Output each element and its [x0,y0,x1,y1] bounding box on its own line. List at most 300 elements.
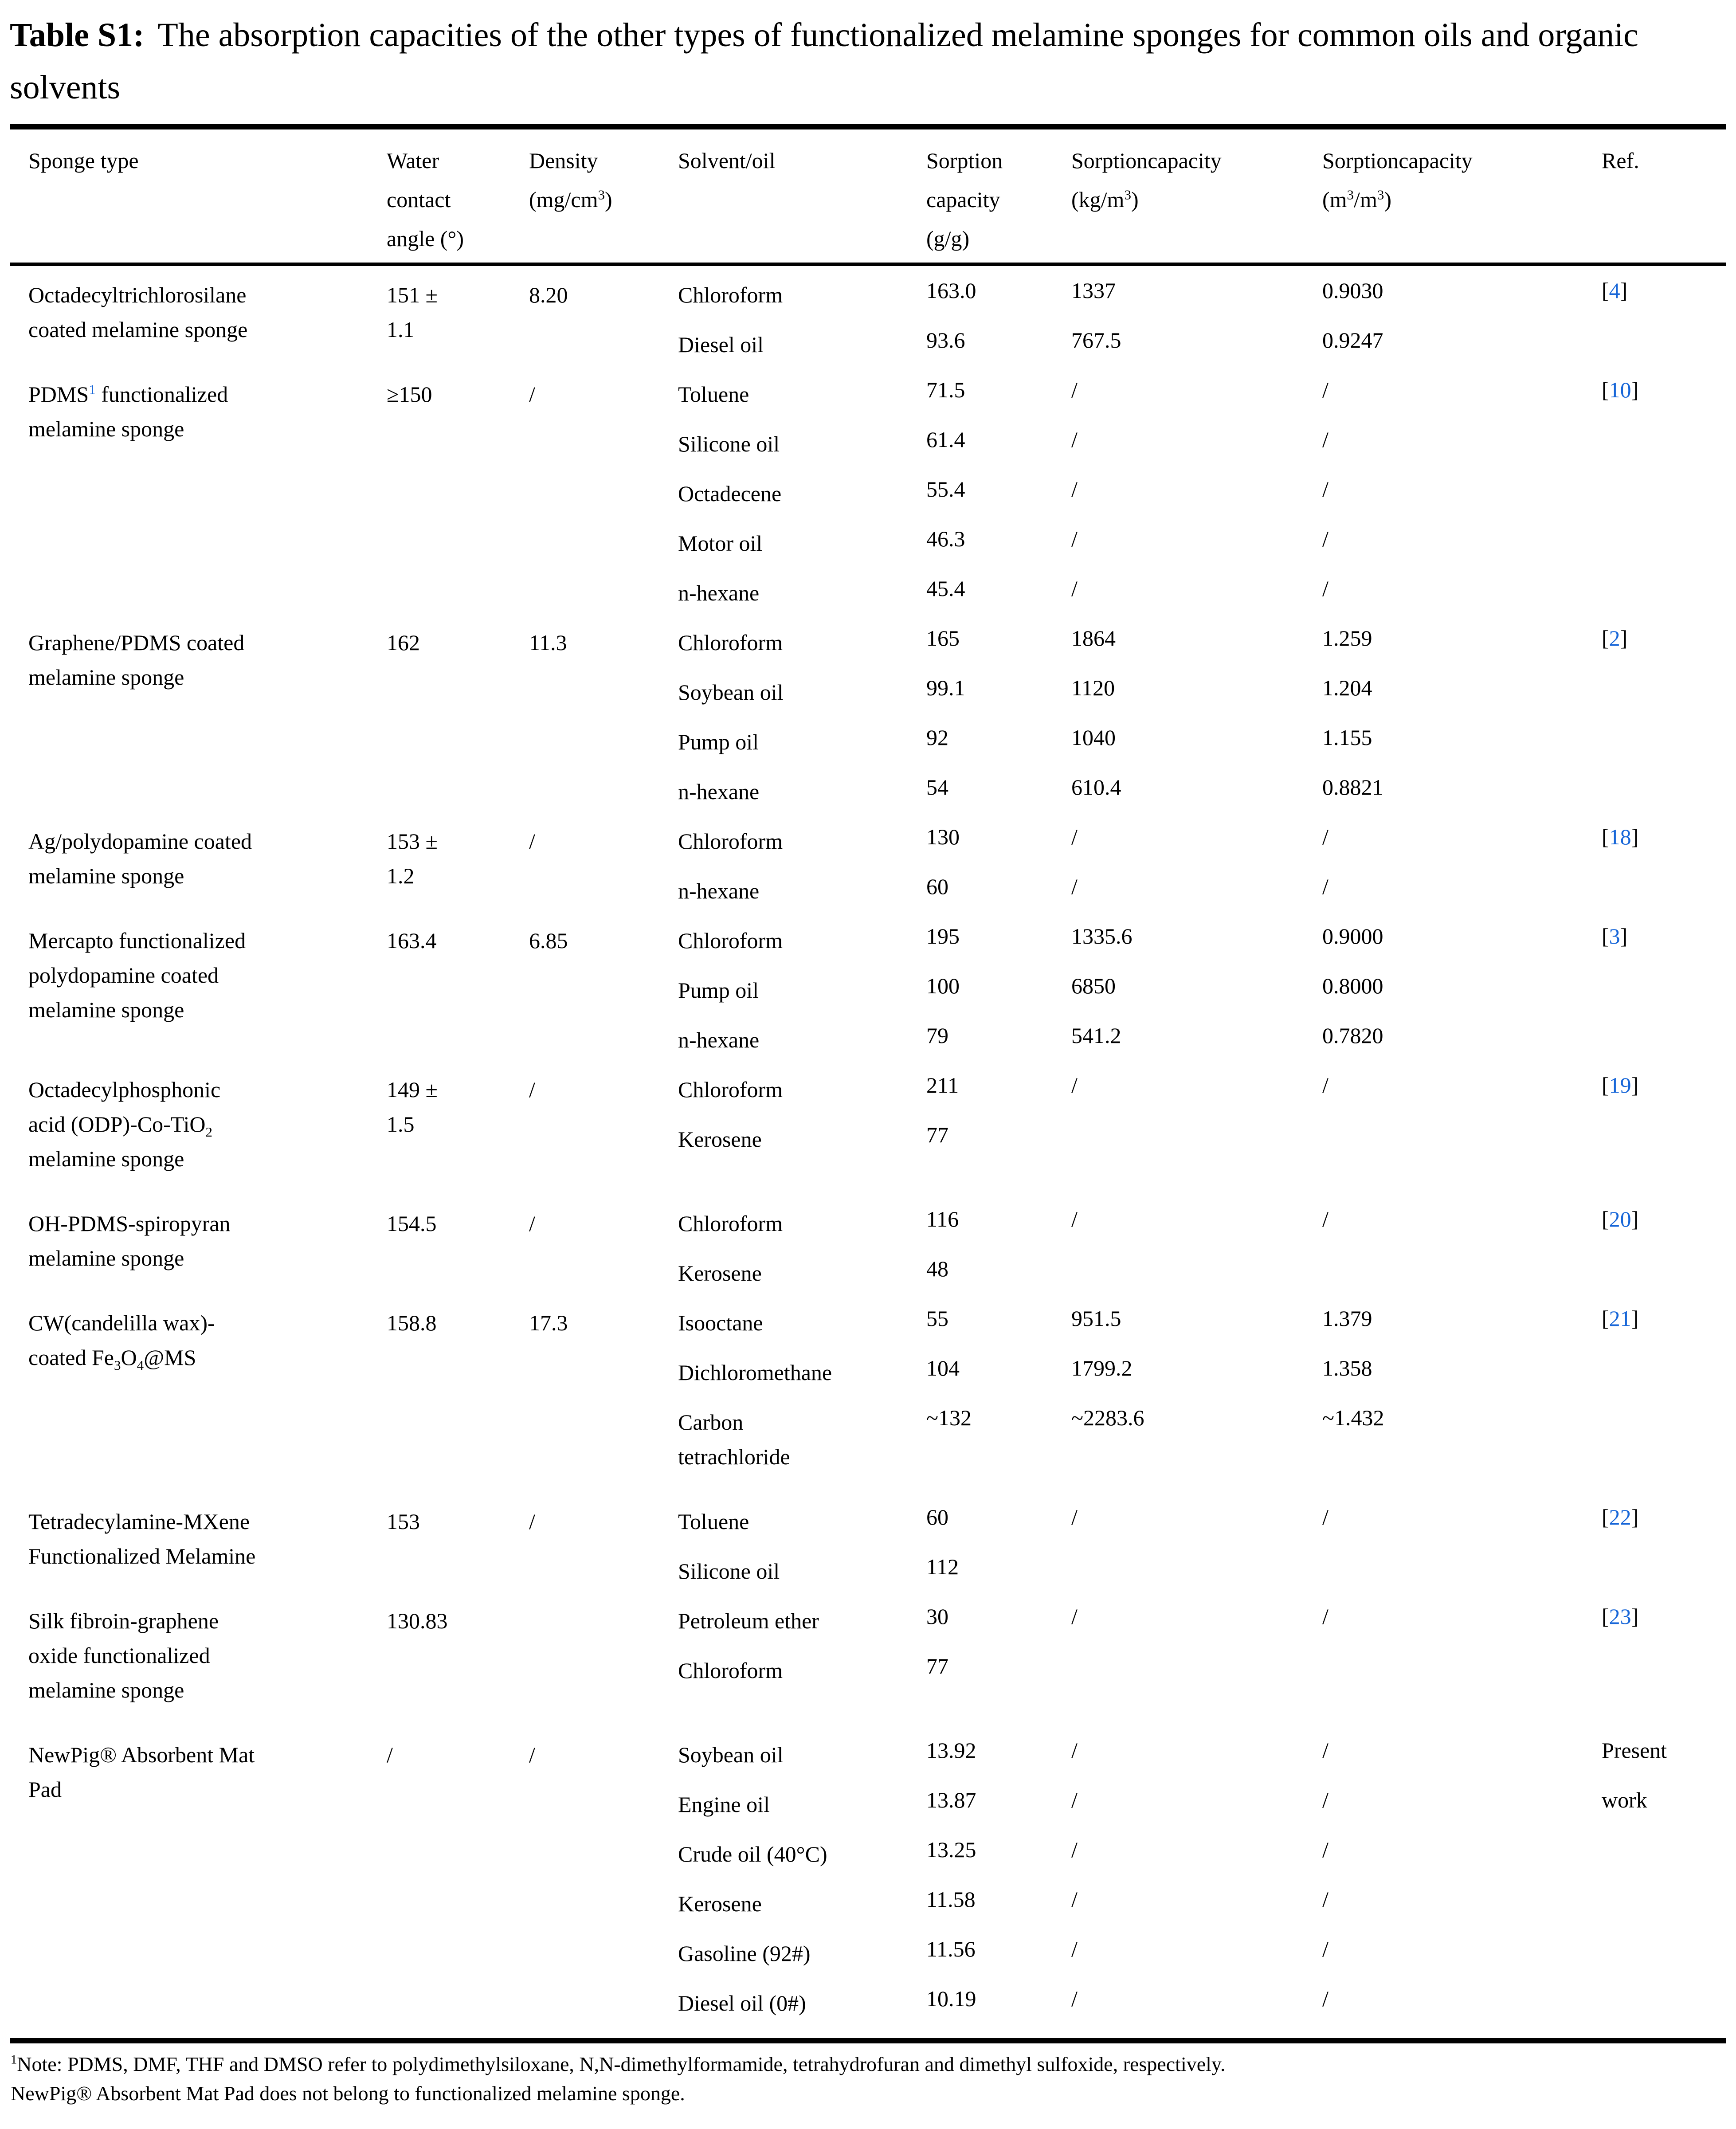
solvent-name: Diesel oil [678,332,764,357]
sorption-gg-value-slot [926,327,1071,377]
sorption-kgm3-value: 1120 [1071,675,1115,700]
reference [1602,1737,1726,1787]
sorption-gg-value-slot [926,973,1071,1023]
water-contact-angle-value: 153 ± [387,829,438,854]
reference-bracket-open: [ [1602,1073,1609,1098]
reference-bracket-close: ] [1631,377,1639,402]
sponge-type-line: oxide functionalized [28,1643,210,1668]
solvent-cell [678,377,926,625]
solvent-entry [678,675,926,725]
sorption-m3m3-value: / [1322,377,1328,402]
water-contact-angle-cell [387,1504,529,1604]
reference-text: Present [1602,1738,1667,1763]
sorption-m3m3-value: 1.259 [1322,626,1372,651]
density-value: / [529,1077,535,1102]
solvent-name: n-hexane [678,580,760,605]
sorption-kgm3-value: / [1071,1738,1078,1763]
sorption-gg-value: 165 [926,626,960,651]
sorption-kgm3-value: / [1071,874,1078,899]
solvent-cell [678,1604,926,1737]
sorption-gg-value: 104 [926,1356,960,1380]
water-contact-angle-value: 162 [387,630,420,655]
sponge-type-line: coated melamine sponge [28,317,248,342]
sorption-m3m3-value-slot [1322,874,1602,923]
reference-number[interactable]: 18 [1609,824,1631,849]
sorption-m3m3-value: / [1322,1837,1328,1862]
table-row [28,1737,1726,2035]
column-header-line: Sorptioncapacity [1071,148,1222,173]
solvent-cell [678,1737,926,2035]
sorption-kgm3-value-slot [1071,1405,1322,1504]
sorption-kgm3-value: 1335.6 [1071,924,1133,949]
sorption-kgm3-value: 1040 [1071,725,1116,750]
sponge-type-line: Silk fibroin-graphene [28,1608,219,1633]
sorption-kgm3-value: / [1071,1887,1078,1912]
sorption-gg-value-slot [926,526,1071,576]
reference-bracket-open: [ [1602,1604,1609,1629]
sorption-gg-value-slot [926,576,1071,625]
sorption-kgm3-value-slot [1071,1604,1322,1653]
sorption-kgm3-value-slot [1071,725,1322,774]
reference-number[interactable]: 3 [1609,924,1620,949]
solvent-entry [678,1206,926,1256]
reference-bracket-close: ] [1631,1306,1639,1331]
density-cell [529,1604,678,1737]
solvent-entry [678,1653,926,1703]
reference-bracket-open: [ [1602,924,1609,949]
reference-text: work [1602,1788,1647,1812]
solvent-name: Soybean oil [678,1742,784,1767]
sponge-type-cell [28,278,387,377]
sorption-kgm3-value: / [1071,1788,1078,1812]
sorption-m3m3-value: / [1322,1207,1328,1231]
reference-cell [1602,1306,1726,1504]
sorption-gg-value: 112 [926,1554,959,1579]
solvent-cell [678,923,926,1072]
sorption-kgm3-value-slot [1071,427,1322,476]
reference [1602,824,1726,874]
table-row [28,1306,1726,1504]
sorption-gg-value-slot [926,278,1071,327]
sorption-kgm3-value: / [1071,377,1078,402]
reference-bracket-open: [ [1602,1207,1609,1231]
sorption-kgm3-value-slot [1071,327,1322,377]
reference-number[interactable]: 20 [1609,1207,1631,1231]
sorption-m3m3-value-slot [1322,1787,1602,1837]
sponge-type-line: OH-PDMS-spiropyran [28,1211,231,1236]
sorption-kgm3-value: / [1071,824,1078,849]
solvent-name: Chloroform [678,630,783,655]
sorption-gg-value: 130 [926,824,960,849]
sorption-gg-cell [926,377,1071,625]
water-contact-angle-value: 151 ± [387,282,438,307]
sorption-gg-value-slot [926,1306,1071,1355]
reference [1602,1072,1726,1122]
sorption-m3m3-value-slot [1322,725,1602,774]
sorption-m3m3-value-slot [1322,973,1602,1023]
density-cell [529,278,678,377]
sorption-gg-value: 54 [926,775,948,800]
sorption-gg-value-slot [926,725,1071,774]
solvent-cell [678,625,926,824]
solvent-entry [678,1986,926,2035]
solvent-entry [678,1504,926,1554]
sorption-gg-value-slot [926,1122,1071,1172]
sorption-gg-value: ~132 [926,1405,972,1430]
sorption-kgm3-value-slot [1071,1504,1322,1554]
sponge-type-line: melamine sponge [28,1146,184,1171]
sorption-m3m3-value-slot [1322,1653,1602,1703]
water-contact-angle-cell [387,377,529,625]
sorption-m3m3-value: / [1322,1073,1328,1098]
sorption-m3m3-value: / [1322,824,1328,849]
sorption-kgm3-value-slot [1071,377,1322,427]
reference-number[interactable]: 21 [1609,1306,1631,1331]
sorption-gg-value-slot [926,1355,1071,1405]
sorption-gg-value: 60 [926,1505,948,1529]
density-value: / [529,382,535,407]
density-value: 6.85 [529,928,568,953]
column-header-line: $(kg/m^3)$ [1071,187,1139,212]
sponge-type-line: melamine sponge [28,665,184,690]
solvent-entry [678,377,926,427]
column-header-line: contact [387,187,451,212]
sponge-type-line: melamine sponge [28,416,184,441]
sorption-kgm3-value-slot [1071,874,1322,923]
column-header-line: Water [387,148,439,173]
reference [1602,278,1726,327]
sorption-m3m3-value-slot [1322,278,1602,327]
reference-bracket-open: [ [1602,377,1609,402]
solvent-name: Dichloromethane [678,1360,832,1385]
density-cell [529,1737,678,2035]
sorption-m3m3-value: 0.8821 [1322,775,1383,800]
sorption-gg-value: 195 [926,924,960,949]
column-header-line: $(m^3/m^3)$ [1322,187,1391,212]
sorption-kgm3-value-slot [1071,1554,1322,1604]
sorption-kgm3-value-slot [1071,675,1322,725]
reference [1602,1206,1726,1256]
sorption-kgm3-value: / [1071,1604,1078,1629]
sorption-m3m3-value-slot [1322,1554,1602,1604]
sorption-kgm3-value: 951.5 [1071,1306,1121,1331]
sorption-m3m3-value-slot [1322,824,1602,874]
column-header-line: Sorptioncapacity [1322,148,1473,173]
sorption-kgm3-value: ~2283.6 [1071,1405,1144,1430]
sorption-m3m3-value: 1.155 [1322,725,1372,750]
density-cell [529,625,678,824]
sorption-kgm3-value-slot [1071,923,1322,973]
reference-bracket-close: ] [1631,1207,1639,1231]
sorption-kgm3-value-slot [1071,1355,1322,1405]
sponge-type-line: NewPig® Absorbent Mat [28,1742,255,1767]
table-top-rule [10,124,1726,129]
column-header-line: capacity [926,187,1000,212]
reference [1602,1604,1726,1653]
column-header-line: angle (°) [387,226,464,251]
sorption-kgm3-value: / [1071,1505,1078,1529]
water-contact-angle-cell [387,1072,529,1206]
solvent-name: Chloroform [678,1211,783,1236]
sorption-m3m3-cell [1322,625,1602,824]
solvent-entry [678,476,926,526]
solvent-name: Kerosene [678,1891,762,1916]
sponge-type-line: Mercapto functionalized [28,928,246,953]
sorption-kgm3-cell [1071,1604,1322,1737]
solvent-entry [678,1554,926,1604]
sorption-m3m3-value: / [1322,477,1328,502]
sorption-m3m3-cell [1322,1504,1602,1604]
solvent-name: Silicone oil [678,431,780,456]
solvent-entry [678,327,926,377]
sorption-m3m3-value: 1.204 [1322,675,1372,700]
reference [1602,377,1726,427]
water-contact-angle-cell [387,278,529,377]
table-row [28,923,1726,1072]
table-row [28,278,1726,377]
sorption-m3m3-value-slot [1322,1886,1602,1936]
solvent-cell [678,1306,926,1504]
solvent-cell [678,1504,926,1604]
reference-cell [1602,824,1726,923]
solvent-entry [678,874,926,923]
sponge-type-line: Tetradecylamine-MXene [28,1509,250,1534]
solvent-name: Chloroform [678,1077,783,1102]
density-cell [529,1072,678,1206]
density-cell [529,1306,678,1504]
sponge-type-line: CW(candelilla wax)- [28,1310,215,1335]
reference-number[interactable]: 2 [1609,626,1620,651]
sorption-kgm3-cell [1071,923,1322,1072]
sorption-m3m3-value-slot [1322,1355,1602,1405]
reference [1602,1306,1726,1355]
sorption-gg-cell [926,1737,1071,2035]
sorption-gg-value: 60 [926,874,948,899]
sorption-m3m3-cell [1322,824,1602,923]
sorption-gg-value: 71.5 [926,377,965,402]
solvent-name: n-hexane [678,1027,760,1052]
table-row [28,625,1726,824]
reference-cell [1602,278,1726,377]
sorption-m3m3-value-slot [1322,1023,1602,1072]
sorption-gg-value: 10.19 [926,1986,976,2011]
sorption-m3m3-value-slot [1322,576,1602,625]
solvent-name: Kerosene [678,1127,762,1152]
water-contact-angle-value: 153 [387,1509,420,1534]
sorption-gg-value: 100 [926,973,960,998]
sorption-m3m3-value: / [1322,1505,1328,1529]
sorption-gg-value: 77 [926,1654,948,1678]
sorption-m3m3-cell [1322,1737,1602,2035]
solvent-name: n-hexane [678,878,760,903]
footnote-line: NewPig® Absorbent Mat Pad does not belong to functionalized melamine sponge. [11,2082,685,2105]
table-caption [10,9,1726,114]
sorption-kgm3-value: 1864 [1071,626,1116,651]
sorption-kgm3-value: 767.5 [1071,328,1121,353]
sorption-m3m3-value: / [1322,576,1328,601]
reference-number[interactable]: 4 [1609,278,1620,303]
water-contact-angle-value: 154.5 [387,1211,437,1236]
sponge-type-line: Pad [28,1777,62,1802]
sorption-gg-value-slot [926,675,1071,725]
solvent-name: tetrachloride [678,1444,790,1469]
solvent-entry [678,973,926,1023]
table-header-rule [10,263,1726,266]
water-contact-angle-cell [387,923,529,1072]
solvent-name: Kerosene [678,1261,762,1286]
sorption-m3m3-cell [1322,1306,1602,1504]
sorption-m3m3-value: / [1322,874,1328,899]
reference-bracket-open: [ [1602,1306,1609,1331]
sponge-type-line: melamine sponge [28,863,184,888]
table-row [28,1072,1726,1206]
solvent-entry [678,1737,926,1787]
sorption-gg-value-slot [926,1837,1071,1886]
sponge-type-cell [28,377,387,625]
sorption-kgm3-value-slot [1071,1986,1322,2035]
density-value: / [529,1211,535,1236]
water-contact-angle-value: 130.83 [387,1608,448,1633]
sorption-kgm3-value: / [1071,1937,1078,1961]
reference-bracket-open: [ [1602,824,1609,849]
sorption-m3m3-value-slot [1322,1072,1602,1122]
sorption-m3m3-value: / [1322,526,1328,551]
column-header-water [387,141,529,258]
water-contact-angle-cell [387,1206,529,1306]
column-header-sorption_kgm3 [1071,141,1322,258]
sorption-m3m3-value: / [1322,1986,1328,2011]
reference-cell [1602,625,1726,824]
sponge-type-line: Graphene/PDMS coated [28,630,245,655]
water-contact-angle-cell [387,625,529,824]
water-contact-angle-value: 163.4 [387,928,437,953]
sponge-type-cell [28,625,387,824]
table-caption-text: The absorption capacities of the other types of functionalized melamine sponges for common oils and organic solvents [10,16,1638,106]
density-value: 11.3 [529,630,567,655]
sorption-m3m3-value-slot [1322,1206,1602,1256]
reference-bracket-close: ] [1631,824,1639,849]
column-header-line: Sorption [926,148,1003,173]
solvent-entry [678,923,926,973]
sorption-gg-cell [926,1504,1071,1604]
reference-number[interactable]: 23 [1609,1604,1631,1629]
solvent-name: Chloroform [678,282,783,307]
solvent-entry [678,1886,926,1936]
table-row [28,1604,1726,1737]
sorption-m3m3-cell [1322,923,1602,1072]
sorption-kgm3-value: / [1071,477,1078,502]
solvent-name: Motor oil [678,531,763,556]
solvent-name: Toluene [678,1509,749,1534]
sorption-gg-value: 55 [926,1306,948,1331]
sponge-type-cell [28,1737,387,2035]
sorption-gg-value-slot [926,1072,1071,1122]
sorption-m3m3-value: 1.358 [1322,1356,1372,1380]
sorption-gg-value-slot [926,1986,1071,2035]
reference-cell [1602,1206,1726,1306]
sorption-kgm3-value-slot [1071,1886,1322,1936]
sorption-gg-value-slot [926,1554,1071,1604]
reference-bracket-close: ] [1620,278,1628,303]
sorption-kgm3-cell [1071,377,1322,625]
sorption-gg-value-slot [926,1936,1071,1986]
sorption-kgm3-value: / [1071,1837,1078,1862]
solvent-name: Toluene [678,382,749,407]
sorption-m3m3-value-slot [1322,1122,1602,1172]
sorption-m3m3-value: / [1322,1937,1328,1961]
sponge-type-cell [28,1306,387,1504]
solvent-entry [678,1787,926,1837]
sorption-gg-value-slot [926,824,1071,874]
table-row [28,824,1726,923]
sorption-kgm3-cell [1071,1306,1322,1504]
sorption-gg-value-slot [926,1886,1071,1936]
solvent-entry [678,1405,926,1504]
density-cell [529,923,678,1072]
sorption-kgm3-cell [1071,824,1322,923]
sorption-gg-value: 13.25 [926,1837,976,1862]
sorption-m3m3-cell [1322,278,1602,377]
sorption-gg-value: 211 [926,1073,959,1098]
column-header-sorption_m3m3 [1322,141,1602,258]
table-header-row [10,129,1726,263]
sorption-gg-value: 11.56 [926,1937,976,1961]
reference-number[interactable]: 10 [1609,377,1631,402]
solvent-entry [678,278,926,327]
solvent-cell [678,278,926,377]
sorption-m3m3-value: 1.379 [1322,1306,1372,1331]
sorption-gg-cell [926,1072,1071,1206]
sorption-gg-value: 48 [926,1256,948,1281]
sorption-m3m3-value-slot [1322,1256,1602,1306]
sorption-m3m3-value-slot [1322,327,1602,377]
sponge-type-line: Ag/polydopamine coated [28,829,252,854]
sorption-gg-value: 45.4 [926,576,965,601]
sorption-kgm3-value-slot [1071,1023,1322,1072]
solvent-entry [678,625,926,675]
solvent-name: Octadecene [678,481,782,506]
reference-number[interactable]: 19 [1609,1073,1631,1098]
sorption-gg-cell [926,625,1071,824]
solvent-cell [678,1206,926,1306]
sorption-kgm3-value: / [1071,1986,1078,2011]
reference [1602,923,1726,973]
sorption-m3m3-value: 0.9247 [1322,328,1383,353]
sorption-kgm3-value-slot [1071,476,1322,526]
table-footnote [10,2043,1726,2108]
sorption-m3m3-value-slot [1322,1504,1602,1554]
sorption-m3m3-cell [1322,1206,1602,1306]
density-value: / [529,1742,535,1767]
sorption-gg-value: 13.87 [926,1788,976,1812]
sponge-type-line: melamine sponge [28,997,184,1022]
reference-number[interactable]: 22 [1609,1505,1631,1529]
solvent-cell [678,1072,926,1206]
sorption-m3m3-value-slot [1322,1936,1602,1986]
sorption-m3m3-value-slot [1322,1737,1602,1787]
sorption-kgm3-cell [1071,278,1322,377]
sorption-m3m3-value-slot [1322,675,1602,725]
sponge-type-line: melamine sponge [28,1678,184,1702]
water-contact-angle-value: ≥150 [387,382,432,407]
sorption-m3m3-value-slot [1322,427,1602,476]
solvent-name: Crude oil (40°C) [678,1842,827,1866]
solvent-entry [678,725,926,774]
sorption-m3m3-value: / [1322,1887,1328,1912]
density-value [529,1604,678,1638]
sponge-type-cell [28,824,387,923]
sorption-m3m3-value: / [1322,427,1328,452]
